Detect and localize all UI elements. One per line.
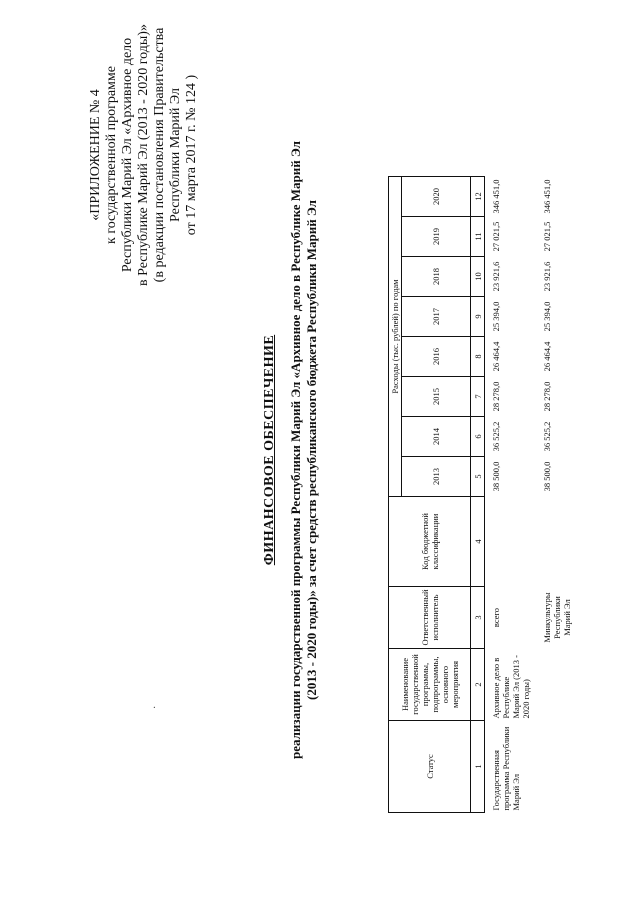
- column-number: 4: [471, 497, 485, 587]
- scan-mark: ·: [150, 705, 161, 709]
- column-number: 11: [471, 217, 485, 257]
- column-number: 2: [471, 649, 485, 721]
- column-number: 6: [471, 417, 485, 457]
- document-subtitle-line: реализации государственной программы Республики Марий Эл «Архивное дело в Республике Марий Эл: [288, 141, 303, 759]
- row-value: 27 021,5: [491, 221, 501, 252]
- title-block: [262, 50, 320, 850]
- appendix-line: от 17 марта 2017 г. № 124 ): [184, 74, 199, 236]
- row-code: [485, 497, 533, 587]
- row-value: 28 278,0: [491, 381, 501, 412]
- row-value: 346 451,0: [542, 179, 552, 214]
- row-value: 25 394,0: [542, 301, 552, 332]
- header-year: 2013: [402, 457, 471, 497]
- header-executor: Ответственный исполнитель: [389, 587, 471, 649]
- row-value: 38 500,0: [491, 461, 501, 492]
- column-number: 9: [471, 297, 485, 337]
- column-number: 1: [471, 721, 485, 813]
- column-number: 3: [471, 587, 485, 649]
- row-name: Архивное дело в Республике Марий Эл (2013 - 2020 годы): [491, 655, 531, 719]
- header-status: Статус: [389, 721, 471, 813]
- document-subtitle-line: (2013 - 2020 годы)» за счет средств республиканского бюджета Республики Марий Эл: [304, 200, 319, 700]
- column-number: 12: [471, 177, 485, 217]
- row-value: 25 394,0: [491, 301, 501, 332]
- row-value: 23 921,6: [491, 261, 501, 292]
- column-number: 5: [471, 457, 485, 497]
- row-code: [532, 497, 573, 587]
- appendix-line: к государственной программе: [104, 66, 119, 244]
- appendix-line: «ПРИЛОЖЕНИЕ № 4: [88, 89, 103, 221]
- table-row: [532, 177, 573, 813]
- row-name: [532, 649, 573, 721]
- appendix-line: (в редакции постановления Правительства: [152, 27, 167, 283]
- appendix-line: Республики Марий Эл «Архивное дело: [120, 37, 135, 273]
- row-value: 36 525,2: [542, 421, 552, 452]
- column-number: 8: [471, 337, 485, 377]
- row-status: [532, 721, 573, 813]
- row-status: Государственная программа Республики Марий Эл: [491, 726, 521, 811]
- header-year: 2018: [402, 257, 471, 297]
- column-number-row: [471, 177, 485, 813]
- column-number: 10: [471, 257, 485, 297]
- row-executor: Минкультуры Республики Марий Эл: [542, 592, 572, 643]
- header-expenses: Расходы (тыс. рублей) по годам: [389, 177, 402, 497]
- header-name: Наименование государственной программы, подпрограммы, основного мероприятия: [389, 649, 471, 721]
- appendix-header: [88, 5, 200, 305]
- header-row: [389, 177, 402, 813]
- document-title: ФИНАНСОВОЕ ОБЕСПЕЧЕНИЕ: [262, 334, 277, 566]
- header-year: 2016: [402, 337, 471, 377]
- header-year: 2014: [402, 417, 471, 457]
- row-value: 36 525,2: [491, 421, 501, 452]
- row-value: 28 278,0: [542, 381, 552, 412]
- table-row: [485, 177, 533, 813]
- financing-table: [388, 176, 573, 813]
- row-value: 27 021,5: [542, 221, 552, 252]
- header-year: 2020: [402, 177, 471, 217]
- column-number: 7: [471, 377, 485, 417]
- row-executor: всего: [491, 607, 501, 628]
- row-value: 38 500,0: [542, 461, 552, 492]
- header-year: 2015: [402, 377, 471, 417]
- row-value: 346 451,0: [491, 179, 501, 214]
- row-value: 26 464,4: [491, 341, 501, 372]
- appendix-line: Республики Марий Эл: [168, 88, 183, 222]
- row-value: 23 921,6: [542, 261, 552, 292]
- header-code: Код бюджетной классификации: [389, 497, 471, 587]
- row-value: 26 464,4: [542, 341, 552, 372]
- appendix-line: в Республике Марий Эл (2013 - 2020 годы)»: [136, 24, 151, 286]
- header-year: 2019: [402, 217, 471, 257]
- header-year: 2017: [402, 297, 471, 337]
